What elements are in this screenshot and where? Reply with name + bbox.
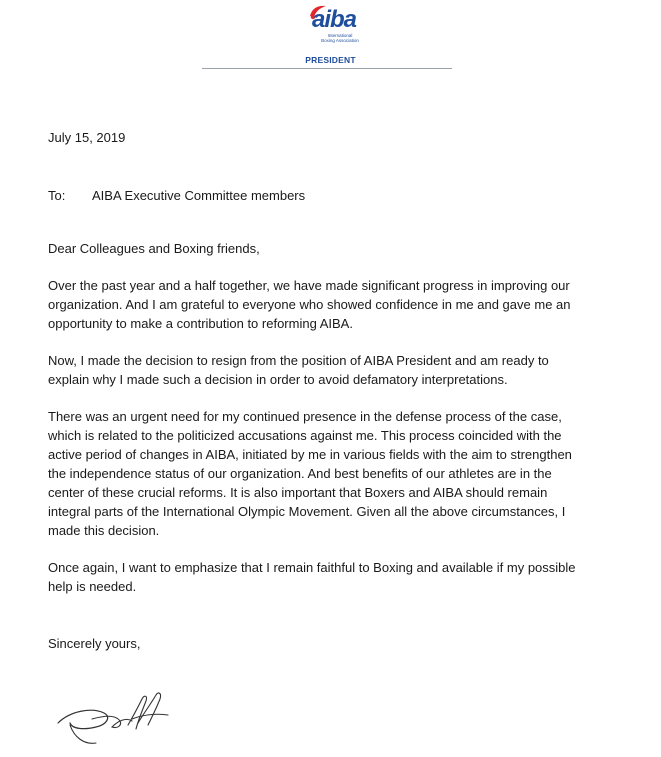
paragraph-line: help is needed. bbox=[48, 579, 137, 594]
closing: Sincerely yours, bbox=[48, 636, 141, 651]
paragraph-line: integral parts of the International Olympic Movement. Given all the above circumstances, I bbox=[48, 504, 566, 519]
logo-subtitle-line: International bbox=[327, 33, 353, 38]
logo-subtitle bbox=[312, 33, 368, 43]
paragraph-line: the independence status of our organization. And best benefits of our athletes are in the bbox=[48, 466, 552, 481]
paragraph-line: organization. And I am grateful to everyone who showed confidence in me and gave me an bbox=[48, 297, 571, 312]
aiba-logo bbox=[300, 4, 380, 52]
salutation: Dear Colleagues and Boxing friends, bbox=[48, 241, 260, 256]
letterhead bbox=[0, 0, 661, 80]
handwritten-signature bbox=[48, 685, 208, 755]
letterhead-divider bbox=[202, 68, 452, 69]
paragraph-line: center of these crucial reforms. It is also important that Boxers and AIBA should remain bbox=[48, 485, 548, 500]
recipient-value: AIBA Executive Committee members bbox=[92, 188, 306, 203]
paragraph-line: There was an urgent need for my continued presence in the defense process of the case, bbox=[48, 409, 562, 424]
logo-subtitle-line: Boxing Association bbox=[321, 38, 359, 43]
paragraph-line: made this decision. bbox=[48, 523, 160, 538]
letterhead-title: PRESIDENT bbox=[305, 55, 356, 65]
paragraph-line: which is related to the politicized accusations against me. This process coincided with the bbox=[48, 428, 562, 443]
paragraph-line: Now, I made the decision to resign from the position of AIBA President and am ready to bbox=[48, 353, 549, 368]
paragraph-line: opportunity to make a contribution to reforming AIBA. bbox=[48, 316, 353, 331]
paragraph-line: explain why I made such a decision in order to avoid defamatory interpretations. bbox=[48, 372, 508, 387]
paragraph-line: Over the past year and a half together, we have made significant progress in improving our bbox=[48, 278, 570, 293]
logo-wordmark: aiba bbox=[312, 6, 357, 33]
recipient-label: To: bbox=[48, 188, 66, 203]
letter-date: July 15, 2019 bbox=[48, 130, 126, 145]
paragraph-line: Once again, I want to emphasize that I remain faithful to Boxing and available if my possible bbox=[48, 560, 576, 575]
paragraph-line: active period of changes in AIBA, initiated by me in various fields with the aim to strengthen bbox=[48, 447, 572, 462]
